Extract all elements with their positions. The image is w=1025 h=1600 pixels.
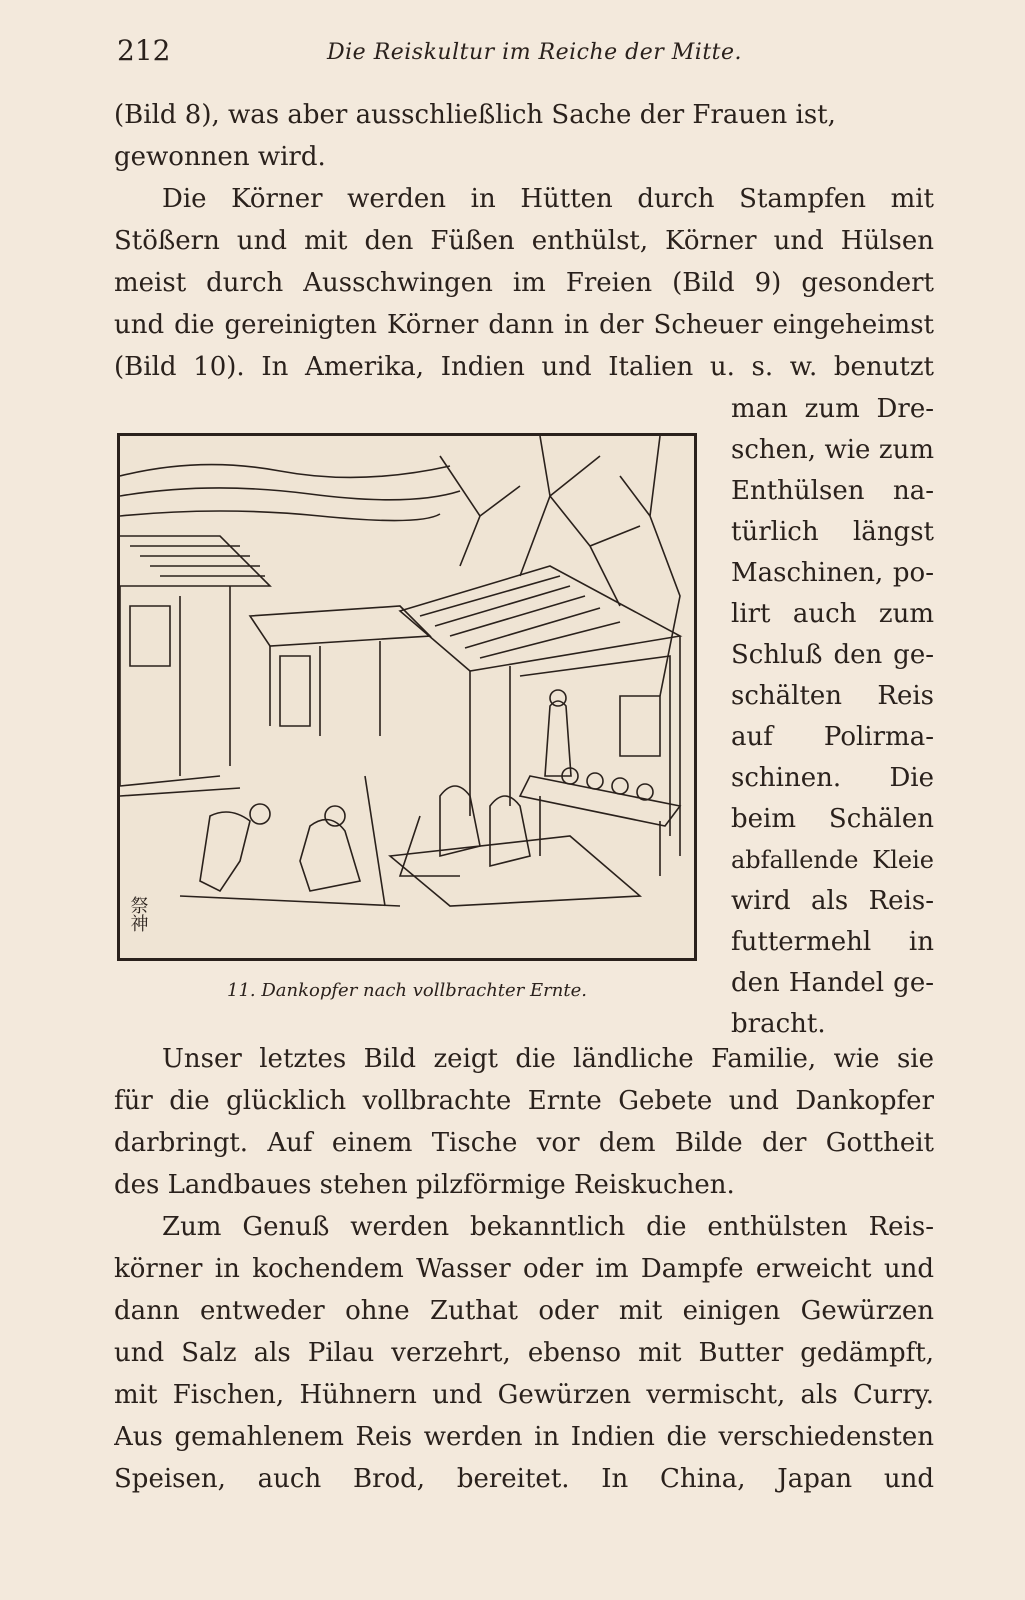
side-line: wird als Reis- <box>731 886 934 916</box>
text-line: Speisen, auch Brod, bereitet. In China, Japan und <box>114 1464 934 1494</box>
side-line: auf Polirma- <box>731 722 934 752</box>
text-line: körner in kochendem Wasser oder im Dampfe erweicht und <box>114 1254 934 1284</box>
side-line: den Handel ge- <box>731 968 934 998</box>
illustration-figure <box>117 433 697 961</box>
text-line: (Bild 10). In Amerika, Indien und Italien u. s. w. benutzt <box>114 352 934 382</box>
side-line: man zum Dre- <box>731 394 934 424</box>
text-line: meist durch Ausschwingen im Freien (Bild 9) gesondert <box>114 268 934 298</box>
side-line: schälten Reis <box>731 681 934 711</box>
side-line: Enthülsen na- <box>731 476 934 506</box>
page-header <box>117 34 932 74</box>
text-line: und die gereinigten Körner dann in der Scheuer eingeheimst <box>114 310 934 340</box>
running-head: Die Reiskultur im Reiche der Mitte. <box>327 40 743 65</box>
seal-text: 祭神 <box>127 896 149 932</box>
side-line: schen, wie zum <box>731 435 934 465</box>
page-number: 212 <box>117 34 171 67</box>
text-line: dann entweder ohne Zuthat oder mit einigen Gewürzen <box>114 1296 934 1326</box>
side-line: futtermehl in <box>731 927 934 957</box>
text-line: (Bild 8), was aber ausschließlich Sache der Frauen ist, <box>114 100 836 130</box>
side-line: Maschinen, po- <box>731 558 934 588</box>
figure-caption: 11. Dankopfer nach vollbrachter Ernte. <box>227 980 587 1001</box>
text-line: des Landbaues stehen pilzförmige Reiskuchen. <box>114 1170 735 1200</box>
text-line: und Salz als Pilau verzehrt, ebenso mit Butter gedämpft, <box>114 1338 934 1368</box>
side-line: bracht. <box>731 1009 826 1039</box>
woodcut-illustration <box>120 436 694 958</box>
side-line: türlich längst <box>731 517 934 547</box>
text-line: darbringt. Auf einem Tische vor dem Bilde der Gottheit <box>114 1128 934 1158</box>
side-line: schinen. Die <box>731 763 934 793</box>
text-line: Stößern und mit den Füßen enthülst, Körner und Hülsen <box>114 226 934 256</box>
text-line: gewonnen wird. <box>114 142 326 172</box>
side-line: Schluß den ge- <box>731 640 934 670</box>
text-line: Die Körner werden in Hütten durch Stampfen mit <box>162 184 934 214</box>
text-line: Aus gemahlenem Reis werden in Indien die verschiedensten <box>114 1422 934 1452</box>
side-line: beim Schälen <box>731 804 934 834</box>
side-line: abfallende Kleie <box>731 846 934 874</box>
text-line: mit Fischen, Hühnern und Gewürzen vermischt, als Curry. <box>114 1380 934 1410</box>
text-line: Unser letztes Bild zeigt die ländliche Familie, wie sie <box>162 1044 934 1074</box>
text-line: Zum Genuß werden bekanntlich die enthülsten Reis- <box>162 1212 934 1242</box>
text-line: für die glücklich vollbrachte Ernte Gebete und Dankopfer <box>114 1086 934 1116</box>
side-line: lirt auch zum <box>731 599 934 629</box>
